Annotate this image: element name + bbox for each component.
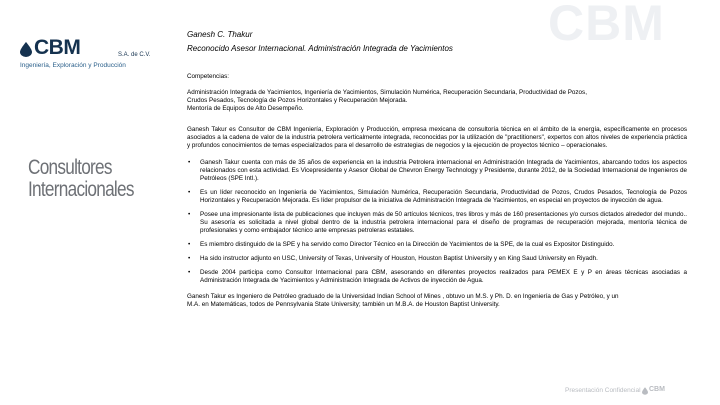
profile-content xyxy=(187,73,687,309)
list-item: • Posee una impresionante lista de publicaciones que incluyen más de 50 artículos técnicos, tres libros y más de 160 presentaciones y/o cursos dictados alrededor del mundo.. Su asesoría es solicitada a nivel global dentro de la industria petrolera internacional para el diseño de programas de recuperación mejorada, mentoría técnica de profesionales y como embajador técnico ante empresas petroleras estatales. xyxy=(187,211,687,235)
footer-confidential-text: Presentación Confidencial xyxy=(565,387,641,394)
list-item: • Es miembro distinguido de la SPE y ha servido como Director Técnico en la Dirección de Yacimientos de la SPE, de la cual es Expositor Distinguido. xyxy=(187,241,687,249)
competencias-list xyxy=(187,89,687,113)
competencias-line: Mentoría de Equipos de Alto Desempeño. xyxy=(187,105,304,112)
list-item: • Desde 2004 participa como Consultor Internacional para CBM, asesorando en diferentes proyectos realizados para PEMEX E y P en áreas técnicas asociadas a Administración Integrada de Yacimientos y Administración Integrada de Activos de inyección de Agua. xyxy=(187,269,687,285)
intro-paragraph: Ganesh Takur es Consultor de CBM Ingeniería, Exploración y Producción, empresa mexicana de consultoría técnica en el ámbito de la energía, específicamente en procesos asociados a la cadena de valor de la industria petrolera verticalmente integrada, reconocidas por la utilización de "practitioners", expertos con altos niveles de experiencia práctica y profundos conocimientos de temas especializados para el desarrollo de estrategias de negocios y la ejecución de proyectos técnico – operacionales. xyxy=(187,126,687,149)
competencias-line: Administración Integrada de Yacimientos, Ingeniería de Yacimientos, Simulación Numérica, Recuperación Secundaria, Productividad de Pozos, xyxy=(187,89,587,96)
side-title-line: Internacionales xyxy=(28,178,134,201)
logo-text: CBM xyxy=(34,36,81,59)
competencias-line: Crudos Pesados, Tecnología de Pozos Horizontales y Recuperación Mejorada. xyxy=(187,97,408,104)
education-line: M.A. en Matemáticas, todos de Pennsylvania State University; también un M.B.A. de Houston Baptist University. xyxy=(187,301,500,308)
list-item: • Ganesh Takur cuenta con más de 35 años de experiencia en la industria Petrolera internacional en Administración Integrada de Yacimientos, abarcando todos los aspectos relacionados con esta actividad. Es Vicepresidente y Asesor Global de Chevron Energy Technology y Presidente, durante 2012, de la Sociedad Internacional de Ingenieros de Petróleos (SPE Intl.). xyxy=(187,159,687,183)
cbm-watermark: CBM xyxy=(548,0,665,51)
side-title-line: Consultores xyxy=(28,156,112,179)
consultant-name: Ganesh C. Thakur xyxy=(187,30,253,39)
oil-drop-icon xyxy=(20,42,32,57)
logo-suffix: S.A. de C.V. xyxy=(118,52,151,58)
side-title xyxy=(28,157,134,201)
education-paragraph xyxy=(187,293,687,309)
oil-drop-icon xyxy=(642,387,648,395)
cbm-logo xyxy=(20,36,170,70)
footer xyxy=(565,385,715,399)
footer-logo-text: CBM xyxy=(649,386,665,393)
left-branding-panel xyxy=(0,0,178,405)
list-item: • Ha sido instructor adjunto en USC, University of Texas, University of Houston, Houston Baptist University y en King Saud University en Riyadh. xyxy=(187,255,687,263)
list-item: • Es un líder reconocido en Ingeniería de Yacimientos, Simulación Numérica, Recuperación Secundaria, Productividad de Pozos, Crudos Pesados, Tecnología de Pozos Horizontales y Recuperación Mejorada. Es líder propulsor de la iniciativa de Administración Integrada de Yacimientos, en especial en proyectos de inyección de agua. xyxy=(187,189,687,205)
education-line: Ganesh Takur es Ingeniero de Petróleo graduado de la Universidad Indian School of Mines , obtuvo un M.S. y Ph. D. en Ingeniería de Gas y Petróleo, y un xyxy=(187,293,619,300)
consultant-role: Reconocido Asesor Internacional. Administración Integrada de Yacimientos xyxy=(187,44,453,53)
experience-list xyxy=(187,159,687,285)
competencias-label: Competencias: xyxy=(187,73,229,80)
logo-tagline: Ingeniería, Exploración y Producción xyxy=(20,62,126,69)
